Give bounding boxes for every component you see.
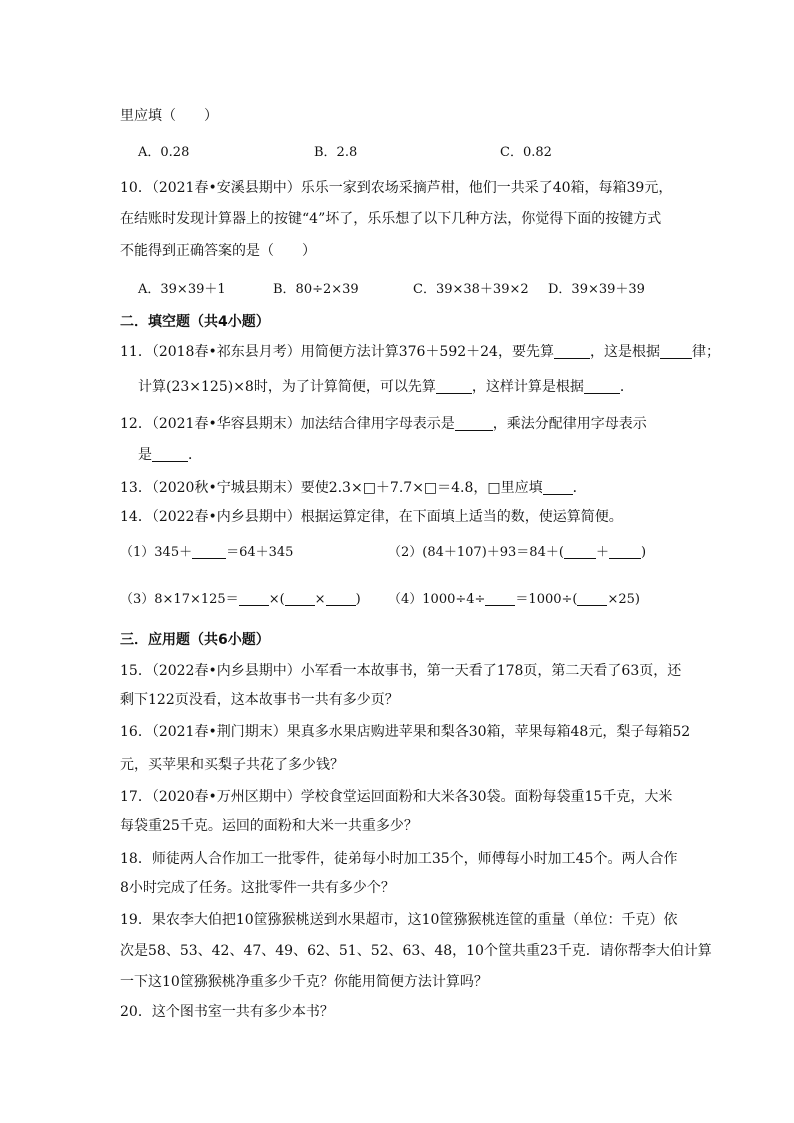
q14-p1-text-1: （1）345＋ bbox=[120, 545, 193, 560]
q11-text-3: 律； bbox=[691, 344, 720, 360]
q19-line-1: 19．果农李大伯把10筐猕猴桃送到水果超市，这10筐猕猴桃连筐的重量（单位：千克）依 bbox=[120, 912, 678, 928]
answer-blank[interactable] bbox=[554, 344, 590, 359]
q14-p3-text-1: （3）8×17×125＝ bbox=[120, 592, 239, 607]
q12-text-2: ，乘法分配律用字母表示 bbox=[492, 416, 647, 432]
q14-part-1 bbox=[120, 543, 293, 563]
q17-line-2: 每袋重25千克。运回的面粉和大米一共重多少？ bbox=[120, 818, 418, 834]
q15-line-1: 15．（2022春•内乡县期中）小军看一本故事书，第一天看了178页，第二天看了63页，还 bbox=[120, 663, 682, 679]
q12-line-2 bbox=[138, 445, 202, 465]
answer-blank[interactable] bbox=[660, 344, 692, 359]
answer-blank[interactable] bbox=[239, 591, 269, 606]
q14-p4-text-1: （4）1000÷4÷ bbox=[388, 592, 486, 607]
answer-blank[interactable] bbox=[577, 591, 607, 606]
q14-part-2 bbox=[388, 543, 646, 563]
answer-blank[interactable] bbox=[436, 379, 472, 394]
q10-line-1: 10．（2021春•安溪县期中）乐乐一家到农场采摘芦柑，他们一共采了40箱，每箱39元， bbox=[120, 180, 673, 196]
q11-text-1: 11．（2018春•祁东县月考）用简便方法计算376＋592＋24，要先算 bbox=[120, 344, 554, 360]
q18-line-2: 8小时完成了任务。这批零件一共有多少个？ bbox=[120, 880, 395, 896]
q10-option-a: A．39×39＋1 bbox=[138, 282, 226, 297]
q9-option-b: B．2.8 bbox=[314, 145, 358, 160]
q11-text-5: ，这样计算是根据 bbox=[471, 379, 584, 395]
q10-option-b: B．80÷2×39 bbox=[273, 282, 359, 297]
q20-line: 20．这个图书室一共有多少本书？ bbox=[120, 1004, 334, 1020]
section-3-heading: 三．应用题（共6小题） bbox=[120, 632, 270, 648]
answer-blank[interactable] bbox=[326, 591, 356, 606]
q14-p4-text-2: ＝1000÷( bbox=[515, 592, 578, 607]
answer-blank[interactable] bbox=[485, 591, 515, 606]
q11-line-2 bbox=[138, 377, 634, 397]
answer-blank[interactable] bbox=[609, 544, 641, 559]
q14-p4-text-3: ×25) bbox=[607, 592, 640, 607]
q14-p3-text-3: × bbox=[314, 592, 326, 607]
q19-line-2: 次是58、53、42、47、49、62、51、52、63、48，10个筐共重23千克．请你帮李大伯计算 bbox=[120, 943, 712, 959]
answer-blank[interactable] bbox=[564, 544, 596, 559]
q9-option-a: A．0.28 bbox=[138, 145, 190, 160]
answer-blank[interactable] bbox=[192, 544, 226, 559]
q14-stem: 14．（2022春•内乡县期中）根据运算定律，在下面填上适当的数，使运算简便。 bbox=[120, 509, 623, 525]
q13-text-2: ． bbox=[572, 480, 587, 496]
answer-blank[interactable] bbox=[584, 379, 620, 394]
q10-option-d: D．39×39＋39 bbox=[548, 282, 645, 297]
q11-text-2: ，这是根据 bbox=[589, 344, 660, 360]
answer-blank[interactable] bbox=[152, 447, 188, 462]
answer-blank[interactable] bbox=[543, 480, 573, 495]
q16-line-1: 16．（2021春•荆门期末）果真多水果店购进苹果和梨各30箱，苹果每箱48元，梨子每箱52 bbox=[120, 724, 691, 740]
answer-blank[interactable] bbox=[285, 591, 315, 606]
q14-part-4 bbox=[388, 590, 640, 610]
q13-text-1: 13．（2020秋•宁城县期末）要使2.3×□＋7.7×□＝4.8，□里应填 bbox=[120, 480, 543, 496]
q11-text-6: ． bbox=[619, 379, 634, 395]
q14-p2-text-2: ＋ bbox=[595, 545, 609, 560]
q10-line-2: 在结账时发现计算器上的按键“4”坏了，乐乐想了以下几种方法，你觉得下面的按键方式 bbox=[120, 211, 662, 227]
q13-line bbox=[120, 478, 587, 498]
q18-line-1: 18．师徒两人合作加工一批零件，徒弟每小时加工35个，师傅每小时加工45个。两人合作 bbox=[120, 851, 678, 867]
q14-p2-text-1: （2）(84＋107)＋93＝84＋( bbox=[388, 545, 564, 560]
q16-line-2: 元，买苹果和买梨子共花了多少钱？ bbox=[120, 757, 344, 773]
answer-blank[interactable] bbox=[455, 416, 493, 431]
q14-p3-text-2: ×( bbox=[268, 592, 285, 607]
q9-option-c: C．0.82 bbox=[500, 145, 552, 160]
q11-text-4: 计算(23×125)×8时，为了计算简便，可以先算 bbox=[138, 379, 436, 395]
q14-p2-text-3: ) bbox=[640, 545, 647, 560]
q12-text-4: ． bbox=[188, 447, 202, 463]
q12-text-3: 是 bbox=[138, 447, 152, 463]
q10-option-c: C．39×38＋39×2 bbox=[413, 282, 529, 297]
q14-p1-text-2: ＝64＋345 bbox=[226, 545, 294, 560]
q12-text-1: 12．（2021春•华容县期末）加法结合律用字母表示是 bbox=[120, 416, 455, 432]
q11-line-1 bbox=[120, 342, 720, 362]
q14-p3-text-4: ) bbox=[355, 592, 361, 607]
q9-stem-tail: 里应填（ ） bbox=[120, 108, 218, 124]
q12-line-1 bbox=[120, 414, 647, 434]
q15-line-2: 剩下122页没看，这本故事书一共有多少页？ bbox=[120, 692, 399, 708]
q14-part-3 bbox=[120, 590, 361, 610]
q10-line-3: 不能得到正确答案的是（ ） bbox=[120, 243, 316, 259]
section-2-heading: 二．填空题（共4小题） bbox=[120, 314, 270, 330]
q17-line-1: 17．（2020春•万州区期中）学校食堂运回面粉和大米各30袋。面粉每袋重15千克，大米 bbox=[120, 789, 673, 805]
q19-line-3: 一下这10筐猕猴桃净重多少千克？你能用简便方法计算吗？ bbox=[120, 974, 488, 990]
